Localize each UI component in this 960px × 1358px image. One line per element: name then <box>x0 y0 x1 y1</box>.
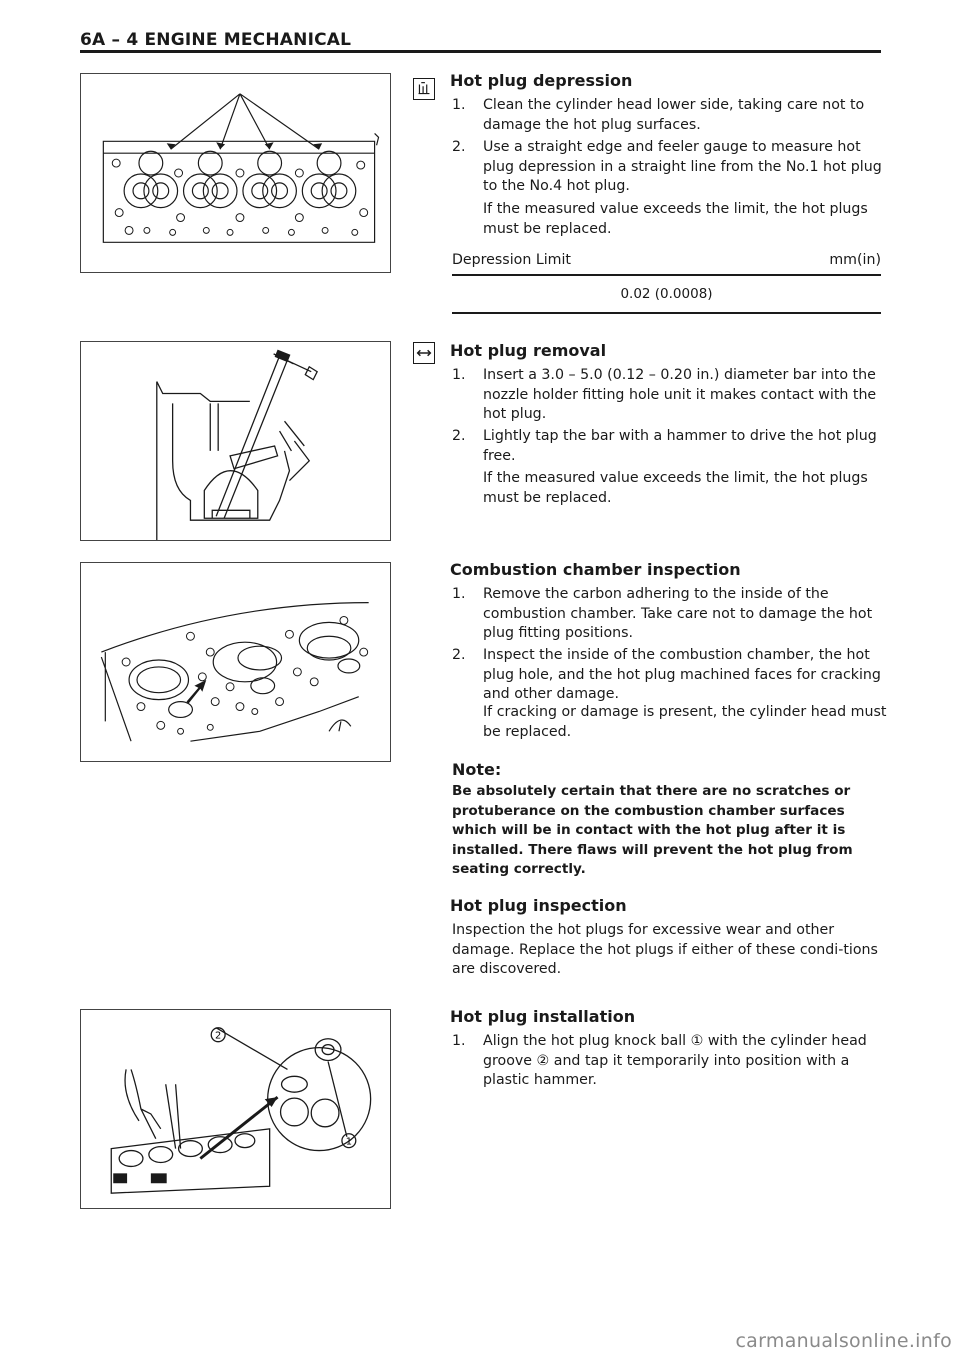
step-number: 2. <box>452 428 466 444</box>
figure-hot-plug-removal <box>80 341 391 541</box>
callout-1-label: 1 <box>345 1136 353 1148</box>
step-number: 1. <box>452 586 466 602</box>
inspection-text: Inspection the hot plugs for excessive wear and other damage. Replace the hot plugs if either of these condi-tions are discovered. <box>452 922 878 977</box>
depression-step-1 <box>452 96 892 135</box>
step-number: 2. <box>452 139 466 155</box>
step-number: 1. <box>452 1033 466 1049</box>
depression-note: If the measured value exceeds the limit, the hot plugs must be replaced. <box>483 201 868 237</box>
section-title-hot-plug-installation: Hot plug installation <box>450 1007 636 1026</box>
callout-2-label: 2 <box>215 1030 222 1042</box>
installation-step-1 <box>452 1032 892 1091</box>
figure-hot-plug-depression <box>80 73 391 273</box>
step-text: Align the hot plug knock ball ① with the cylinder head groove ② and tap it temporarily into position with a plastic hammer. <box>483 1033 867 1088</box>
step-text: Insert a 3.0 – 5.0 (0.12 – 0.20 in.) diameter bar into the nozzle holder fitting hole unit it makes contact with the hot plug. <box>483 367 877 422</box>
step-text: Clean the cylinder head lower side, taking care not to damage the hot plug surfaces. <box>483 97 865 133</box>
spec-value: 0.02 (0.0008) <box>620 286 713 302</box>
removal-step-1 <box>452 366 892 425</box>
spec-unit: mm(in) <box>829 252 881 268</box>
step-text: Remove the carbon adhering to the inside of the combustion chamber. Take care not to damage the hot plug fitting positions. <box>483 586 873 641</box>
spec-label: Depression Limit <box>452 252 571 268</box>
depression-step-2 <box>452 138 892 197</box>
spec-rule-top <box>452 274 881 276</box>
removal-arrows-icon <box>413 342 435 364</box>
section-title-hot-plug-inspection: Hot plug inspection <box>450 896 627 915</box>
figure-combustion-chamber <box>80 562 391 762</box>
section-title-hot-plug-removal: Hot plug removal <box>450 341 607 360</box>
step-text: Use a straight edge and feeler gauge to measure hot plug depression in a straight line from the No.1 hot plug to the No.4 hot plug. <box>483 139 882 194</box>
section-title-combustion-chamber: Combustion chamber inspection <box>450 560 741 579</box>
step-number: 1. <box>452 97 466 113</box>
watermark: carmanualsonline.info <box>735 1330 952 1352</box>
note-body: Be absolutely certain that there are no scratches or protuberance on the combustion chamber surfaces which will be in contact with the hot plug after it is installed. There flaws will prevent the hot plug from seating correctly. <box>452 783 853 877</box>
step-number: 1. <box>452 367 466 383</box>
bar-removal-illustration <box>81 342 390 540</box>
combustion-note: If cracking or damage is present, the cylinder head must be replaced. <box>483 704 887 740</box>
measure-icon <box>413 78 435 100</box>
step-text: Lightly tap the bar with a hammer to drive the hot plug free. <box>483 428 877 464</box>
header-rule <box>80 50 881 53</box>
removal-step-2 <box>452 427 892 466</box>
combustion-step-2 <box>452 646 892 705</box>
figure-hot-plug-installation <box>80 1009 391 1209</box>
cylinder-head-underside-illustration <box>81 74 390 272</box>
combustion-chamber-illustration <box>81 563 390 761</box>
section-title-hot-plug-depression: Hot plug depression <box>450 71 633 90</box>
page-header: 6A – 4 ENGINE MECHANICAL <box>80 30 352 50</box>
step-text: Inspect the inside of the combustion chamber, the hot plug hole, and the hot plug machined faces for cracking and other damage. <box>483 647 881 702</box>
spec-rule-bottom <box>452 312 881 314</box>
installation-illustration <box>81 1010 390 1208</box>
combustion-step-1 <box>452 585 892 644</box>
note-title: Note: <box>452 760 502 779</box>
removal-note: If the measured value exceeds the limit, the hot plugs must be replaced. <box>483 470 868 506</box>
step-number: 2. <box>452 647 466 663</box>
spec-header <box>452 252 881 268</box>
